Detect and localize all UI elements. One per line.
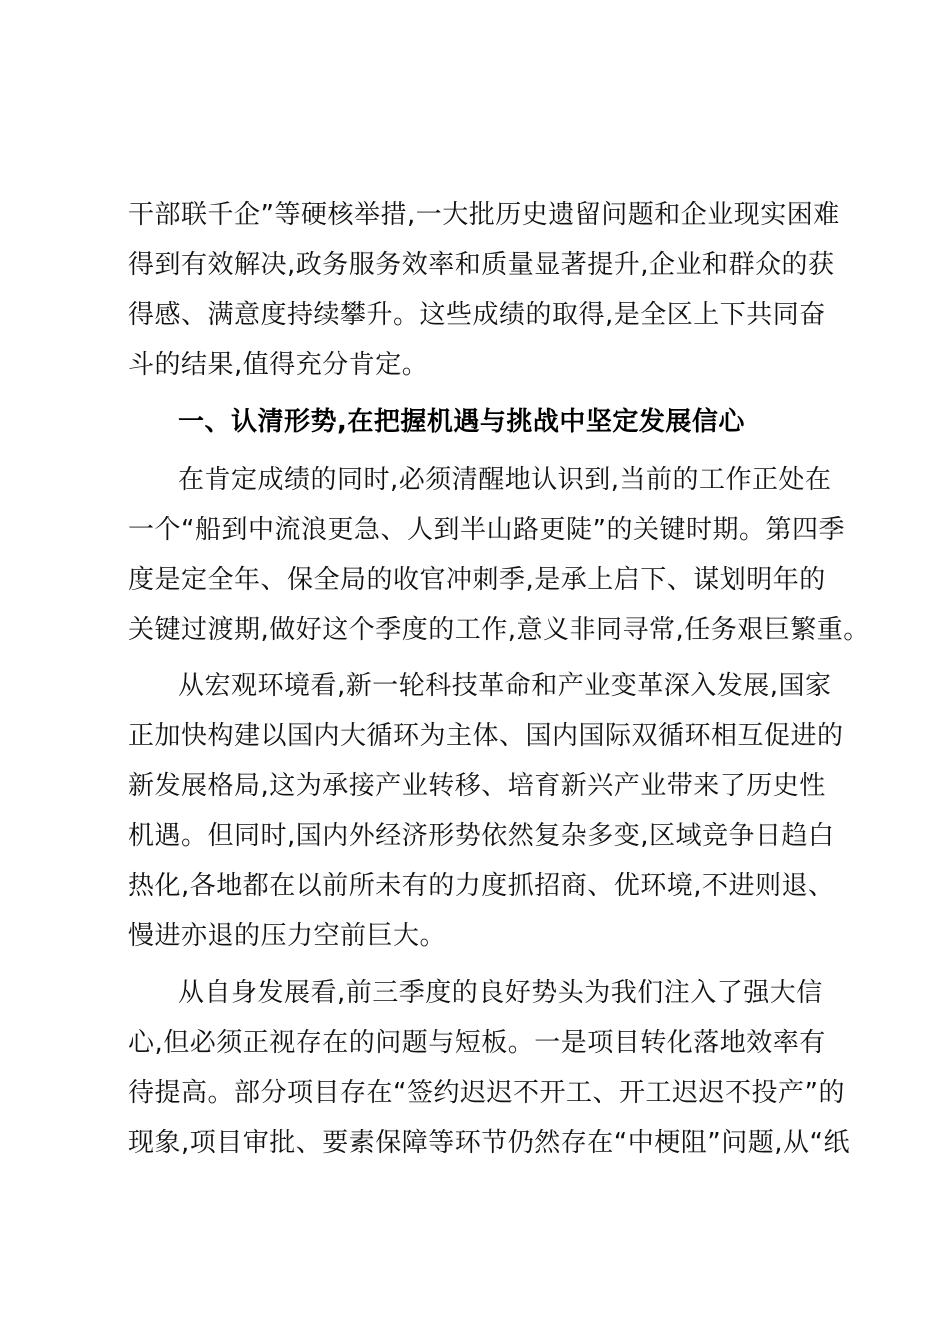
paragraph-3-line-6: 慢进亦退的压力空前巨大。 — [128, 921, 447, 951]
section-heading: 一、认清形势,在把握机遇与挑战中坚定发展信心 — [178, 407, 745, 437]
paragraph-4-line-1: 从自身发展看,前三季度的良好势头为我们注入了强大信 — [178, 978, 823, 1008]
paragraph-4-line-2: 心,但必须正视存在的问题与短板。一是项目转化落地效率有 — [128, 1028, 826, 1058]
paragraph-1-line-1: 干部联千企”等硬核举措,一大批历史遗留问题和企业现实困难 — [128, 200, 840, 230]
paragraph-3-line-4: 机遇。但同时,国内外经济形势依然复杂多变,区域竞争日趋白 — [128, 821, 835, 851]
paragraph-3-line-1: 从宏观环境看,新一轮科技革命和产业变革深入发展,国家 — [178, 671, 832, 701]
paragraph-2-line-1: 在肯定成绩的同时,必须清醒地认识到,当前的工作正处在 — [178, 465, 832, 495]
paragraph-1-line-2: 得到有效解决,政务服务效率和质量显著提升,企业和群众的获 — [128, 250, 835, 280]
paragraph-1-line-3: 得感、满意度持续攀升。这些成绩的取得,是全区上下共同奋 — [128, 300, 826, 330]
paragraph-2-line-3: 度是定全年、保全局的收官冲刺季,是承上启下、谋划明年的 — [128, 565, 826, 595]
paragraph-3-line-2: 正加快构建以国内大循环为主体、国内国际双循环相互促进的 — [128, 721, 844, 751]
paragraph-3-line-3: 新发展格局,这为承接产业转移、培育新兴产业带来了历史性 — [128, 771, 826, 801]
paragraph-2-line-2: 一个“船到中流浪更急、人到半山路更陡”的关键时期。第四季 — [128, 515, 845, 545]
paragraph-3-line-5: 热化,各地都在以前所未有的力度抓招商、优环境,不进则退、 — [128, 871, 835, 901]
paragraph-2-line-4: 关键过渡期,做好这个季度的工作,意义非同寻常,任务艰巨繁重。 — [128, 615, 870, 645]
paragraph-4-line-4: 现象,项目审批、要素保障等环节仍然存在“中梗阻”问题,从“纸 — [128, 1128, 850, 1158]
paragraph-4-line-3: 待提高。部分项目存在“签约迟迟不开工、开工迟迟不投产”的 — [128, 1078, 845, 1108]
paragraph-1-line-4: 斗的结果,值得充分肯定。 — [128, 350, 429, 380]
